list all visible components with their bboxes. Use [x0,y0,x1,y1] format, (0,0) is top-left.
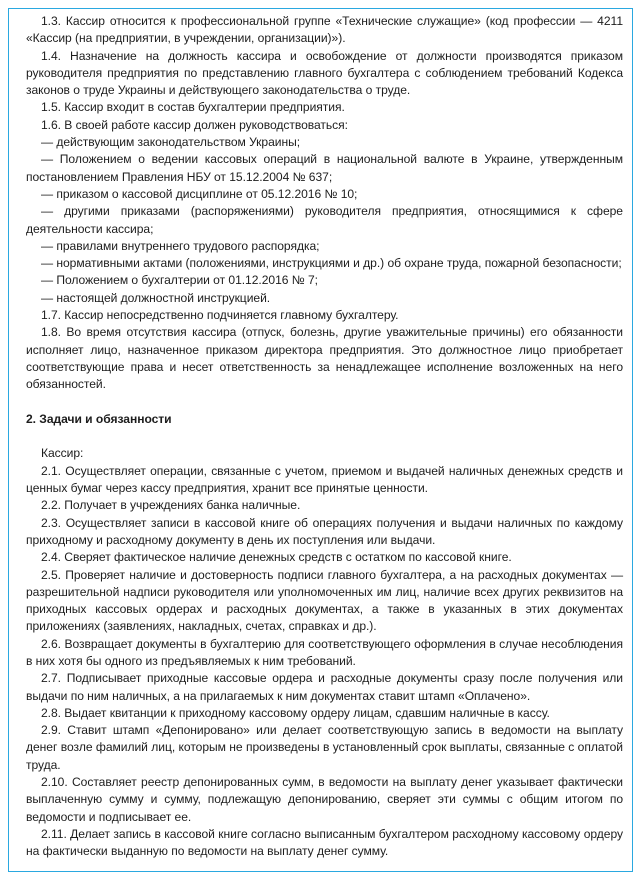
document-frame [8,8,633,872]
paragraph: 1.7. Кассир непосредственно подчиняется главному бухгалтеру. [41,308,399,323]
paragraph: 2.7. Подписывает приходные кассовые ордера и расходные документы сразу после получения или выдачи по ним наличных, а на прилагаемых к ним документах ставит штамп «Оплачено». [26,671,623,703]
list-item: — действующим законодательством Украины; [41,135,301,150]
paragraph: 2.3. Осуществляет записи в кассовой книге об операциях получения и выдачи наличных по каждому приходному и расходному документу в день их поступления или выдачи. [26,515,623,547]
paragraph: 1.4. Назначение на должность кассира и освобождение от должности производятся приказом руководителя предприятия по представлению главного бухгалтера с соблюдением требований Кодекса законов о труде Украины и действующего законодательства о труде. [26,48,623,98]
paragraph: 1.5. Кассир входит в состав бухгалтерии предприятия. [41,100,345,115]
list-item: — нормативными актами (положениями, инструкциями и др.) об охране труда, пожарной безопасности; [41,256,622,271]
paragraph: 2.11. Делает запись в кассовой книге согласно выписанным бухгалтером расходному кассовому ордеру на фактически выданную по ведомости на выплату денег сумму. [26,826,623,859]
list-item: — другими приказами (распоряжениями) руководителя предприятия, относящимися к сфере деятельности кассира; [26,204,623,236]
paragraph: 1.3. Кассир относится к профессиональной группе «Технические служащие» (код профессии — 4211 «Кассир (на предприятии, в учреждении, организации)»). [26,14,623,46]
paragraph: 2.2. Получает в учреждениях банка наличные. [41,498,301,513]
list-item: — Положением о бухгалтерии от 01.12.2016 № 7; [41,273,318,288]
spacer [26,428,623,445]
paragraph: 1.6. В своей работе кассир должен руководствоваться: [41,117,348,132]
section-heading: 2. Задачи и обязанности [26,411,172,426]
paragraph: 1.8. Во время отсутствия кассира (отпуск, болезнь, другие уважительные причины) его обязанности исполняет лицо, назначенное приказом директора предприятия. Это должностное лицо приобретает соответствующие права и несет ответственность за ненадлежащее исполнение возложенных на него обязанностей. [26,325,623,392]
list-item: — Положением о ведении кассовых операций в национальной валюте в Украине, утвержденным постановлением Правления НБУ от 15.12.2004 № 637; [26,152,623,184]
paragraph: 2.6. Возвращает документы в бухгалтерию для соответствующего оформления в случае несоблюдения в них хотя бы одного из предъявляемых к ним требований. [26,636,623,668]
paragraph: 2.4. Сверяет фактическое наличие денежных средств с остатком по кассовой книге. [41,550,512,565]
paragraph: 2.5. Проверяет наличие и достоверность подписи главного бухгалтера, а на расходных документах — разрешительной надписи руководителя или уполномоченных им лиц, наличие всех других реквизитов на приходных кассовых ордерах и расходных документах, а также в указанных в этих документах приложениях (заявлениях, накладных, счетах, справках и др.). [26,567,623,634]
paragraph: 2.1. Осуществляет операции, связанные с учетом, приемом и выдачей наличных денежных средств и ценных бумаг через кассу предприятия, хранит все принятые ценности. [26,463,623,496]
paragraph: 2.10. Составляет реестр депонированных сумм, в ведомости на выплату денег указывает фактически выплаченную сумму и сумму, подлежащую депонированию, сверяет эти суммы с общим итогом по ведомости и подписывает ее. [26,775,623,824]
paragraph: 2.9. Ставит штамп «Депонировано» или делает соответствующую запись в ведомости на выплату денег возле фамилий лиц, которым не произведены в установленный срок выплаты, связанные с оплатой труда. [26,723,623,772]
list-item: — правилами внутреннего трудового распорядка; [41,238,320,253]
list-item: — настоящей должностной инструкцией. [41,290,271,305]
spacer [26,394,623,411]
document-body [26,13,623,861]
list-item: — приказом о кассовой дисциплине от 05.12.2016 № 10; [41,186,358,201]
section-2 [26,445,623,860]
paragraph: 2.8. Выдает квитанции к приходному кассовому ордеру лицам, сдавшим наличные в кассу. [41,705,550,720]
paragraph: Кассир: [41,446,84,461]
section-1 [26,13,623,394]
